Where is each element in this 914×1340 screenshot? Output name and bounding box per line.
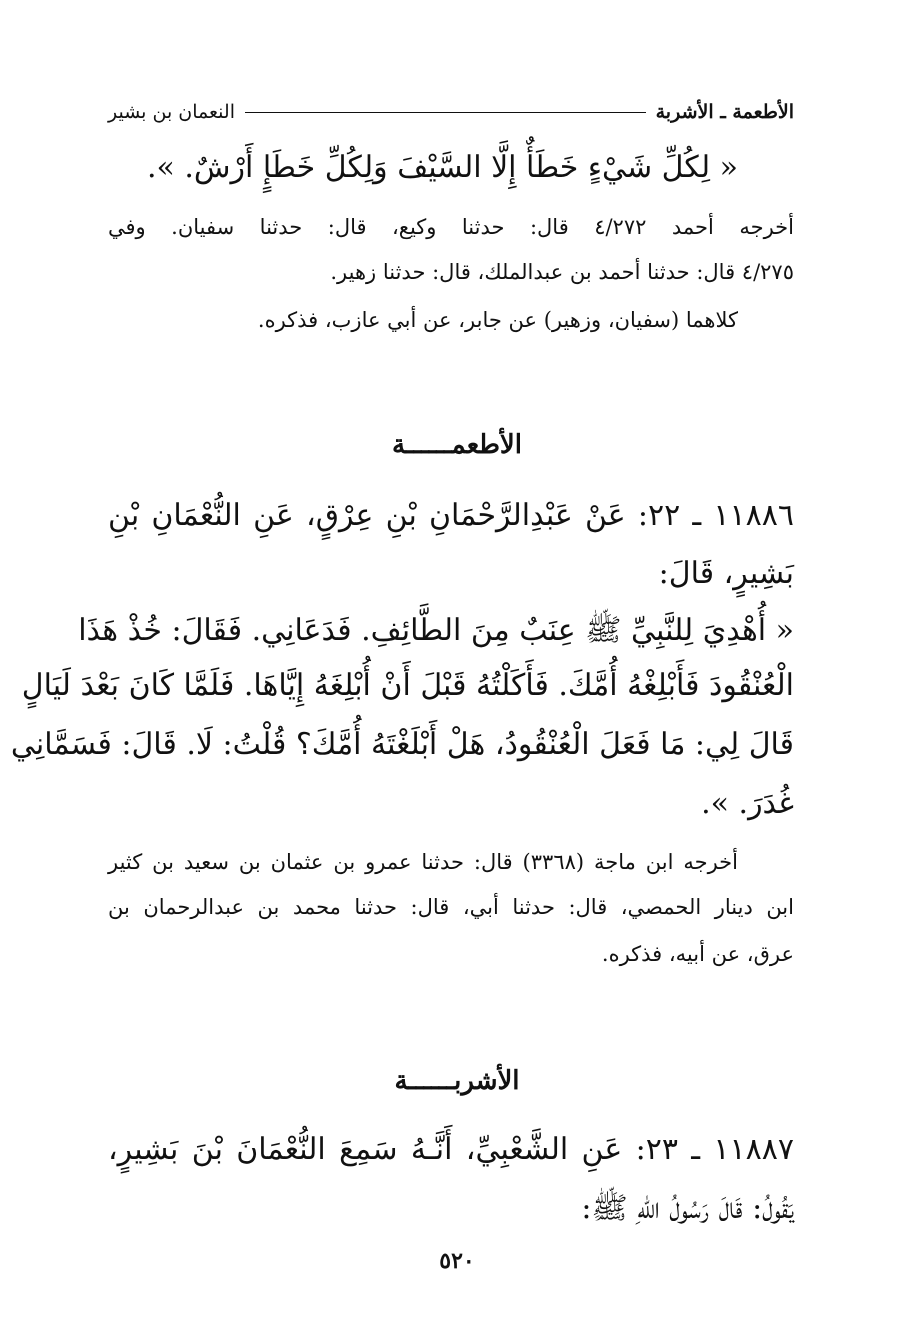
header-right-title: الأطعمة ـ الأشربة: [655, 101, 794, 123]
note-line-4: أخرجه ابن ماجة (٣٣٦٨) قال: حدثنا عمرو بن عثمان بن سعيد بن كثير: [108, 850, 738, 874]
quote-line: « لِكُلِّ شَيْءٍ خَطَأٌ إِلَّا السَّيْفَ وَلِكُلِّ خَطَإٍ أَرْشٌ. ».: [146, 150, 738, 185]
hadith-line-2: بَشِيرٍ، قَالَ:: [658, 556, 794, 591]
running-header: [108, 92, 794, 132]
hadith-line-1: ١١٨٨٦ ـ ٢٢: عَنْ عَبْدِالرَّحْمَانِ بْنِ عِرْقٍ، عَنِ النُّعْمَانِ بْنِ: [108, 498, 794, 533]
note-line-1: أخرجه أحمد ٤/٢٧٢ قال: حدثنا وكيع، قال: حدثنا سفيان. وفي: [108, 215, 794, 239]
hadith-line-5: قَالَ لِي: مَا فَعَلَ الْعُنْقُودُ، هَلْ أَبْلَغْتَهُ أُمَّكَ؟ قُلْتُ: لَا. قَالَ: فَسَمَّانِي: [10, 727, 794, 762]
note-line-5: ابن دينار الحمصي، قال: حدثنا أبي، قال: حدثنا محمد بن عبدالرحمان بن: [108, 895, 794, 919]
note-line-2: ٤/٢٧٥ قال: حدثنا أحمد بن عبدالملك، قال: حدثنا زهير.: [330, 260, 794, 284]
section-heading-foods: الأطعمــــــة: [392, 430, 522, 460]
header-rule: [245, 112, 646, 113]
header-left-title: النعمان بن بشير: [108, 101, 235, 123]
hadith-line-8: يَقُولُ: قَالَ رَسُولُ اللهِ ﷺ:: [581, 1191, 794, 1226]
hadith-line-7: ١١٨٨٧ ـ ٢٣: عَنِ الشَّعْبِيِّ، أَنَّـهُ سَمِعَ النُّعْمَانَ بْنَ بَشِيرٍ،: [108, 1132, 794, 1167]
hadith-line-6: غُدَرَ. ».: [701, 786, 794, 821]
note-line-6: عرق، عن أبيه، فذكره.: [601, 942, 794, 966]
hadith-line-4: الْعُنْقُودَ فَأَبْلِغْهُ أُمَّكَ. فَأَكَلْتُهُ قَبْلَ أَنْ أُبْلِغَهُ إِيَّاهَا. فَلَمَّا كَانَ بَعْدَ لَيَالٍ: [21, 668, 794, 703]
section-heading-drinks: الأشربــــــة: [394, 1066, 520, 1096]
page-number: ٥٢٠: [439, 1248, 475, 1274]
hadith-line-3: « أُهْدِيَ لِلنَّبِيِّ ﷺ عِنَبٌ مِنَ الطَّائِفِ. فَدَعَانِي. فَقَالَ: خُذْ هَذَا: [78, 613, 794, 648]
note-line-3: كلاهما (سفيان، وزهير) عن جابر، عن أبي عازب، فذكره.: [257, 308, 738, 332]
